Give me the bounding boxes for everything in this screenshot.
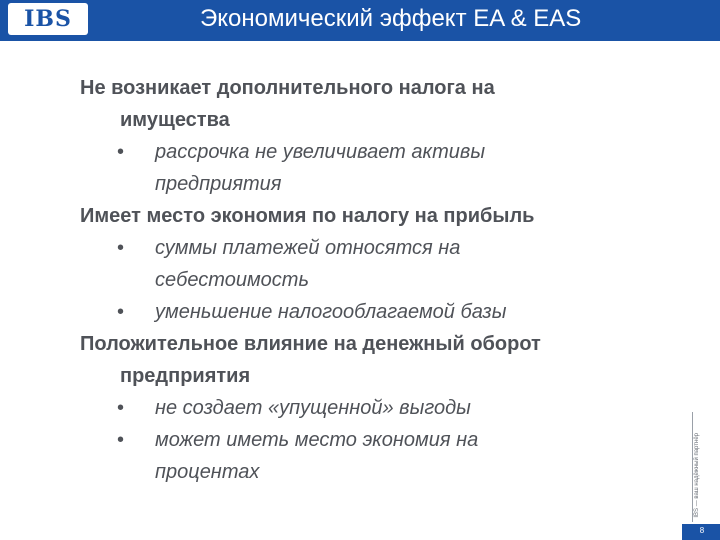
sub-point-2-2: • уменьшение налогооблагаемой базы [80, 296, 680, 328]
logo-text: IBS [24, 6, 72, 32]
sub-point-2-1: • суммы платежей относятся на себестоимость [80, 232, 680, 296]
bullet-icon: • [117, 397, 125, 419]
slide-title: Экономический эффект EA & EAS [200, 5, 582, 32]
main-point-2: Имеет место экономия по налогу на прибыль [80, 205, 535, 227]
side-caption [692, 412, 707, 522]
sub-point-1-1: • рассрочка не увеличивает активы предприятия [80, 136, 680, 200]
sub-point-3-2: • может иметь место экономия на процентах [80, 424, 680, 488]
side-caption-text: IBS — ваш надёжный партнёр [694, 433, 700, 518]
bullet-icon: • [117, 237, 125, 259]
sub-point-3-1: • не создает «упущенной» выгоды [80, 392, 680, 424]
bullet-icon: • [117, 141, 125, 163]
main-point-3: Положительное влияние на денежный оборот предприятия [80, 333, 541, 387]
slide-content [80, 72, 680, 488]
bullet-icon: • [117, 429, 125, 451]
main-point-1: Не возникает дополнительного налога на имущества [80, 77, 495, 131]
bullet-icon: • [117, 301, 125, 323]
ibs-logo [8, 3, 88, 35]
header-bar [0, 0, 720, 41]
page-number: 8 [699, 526, 705, 535]
